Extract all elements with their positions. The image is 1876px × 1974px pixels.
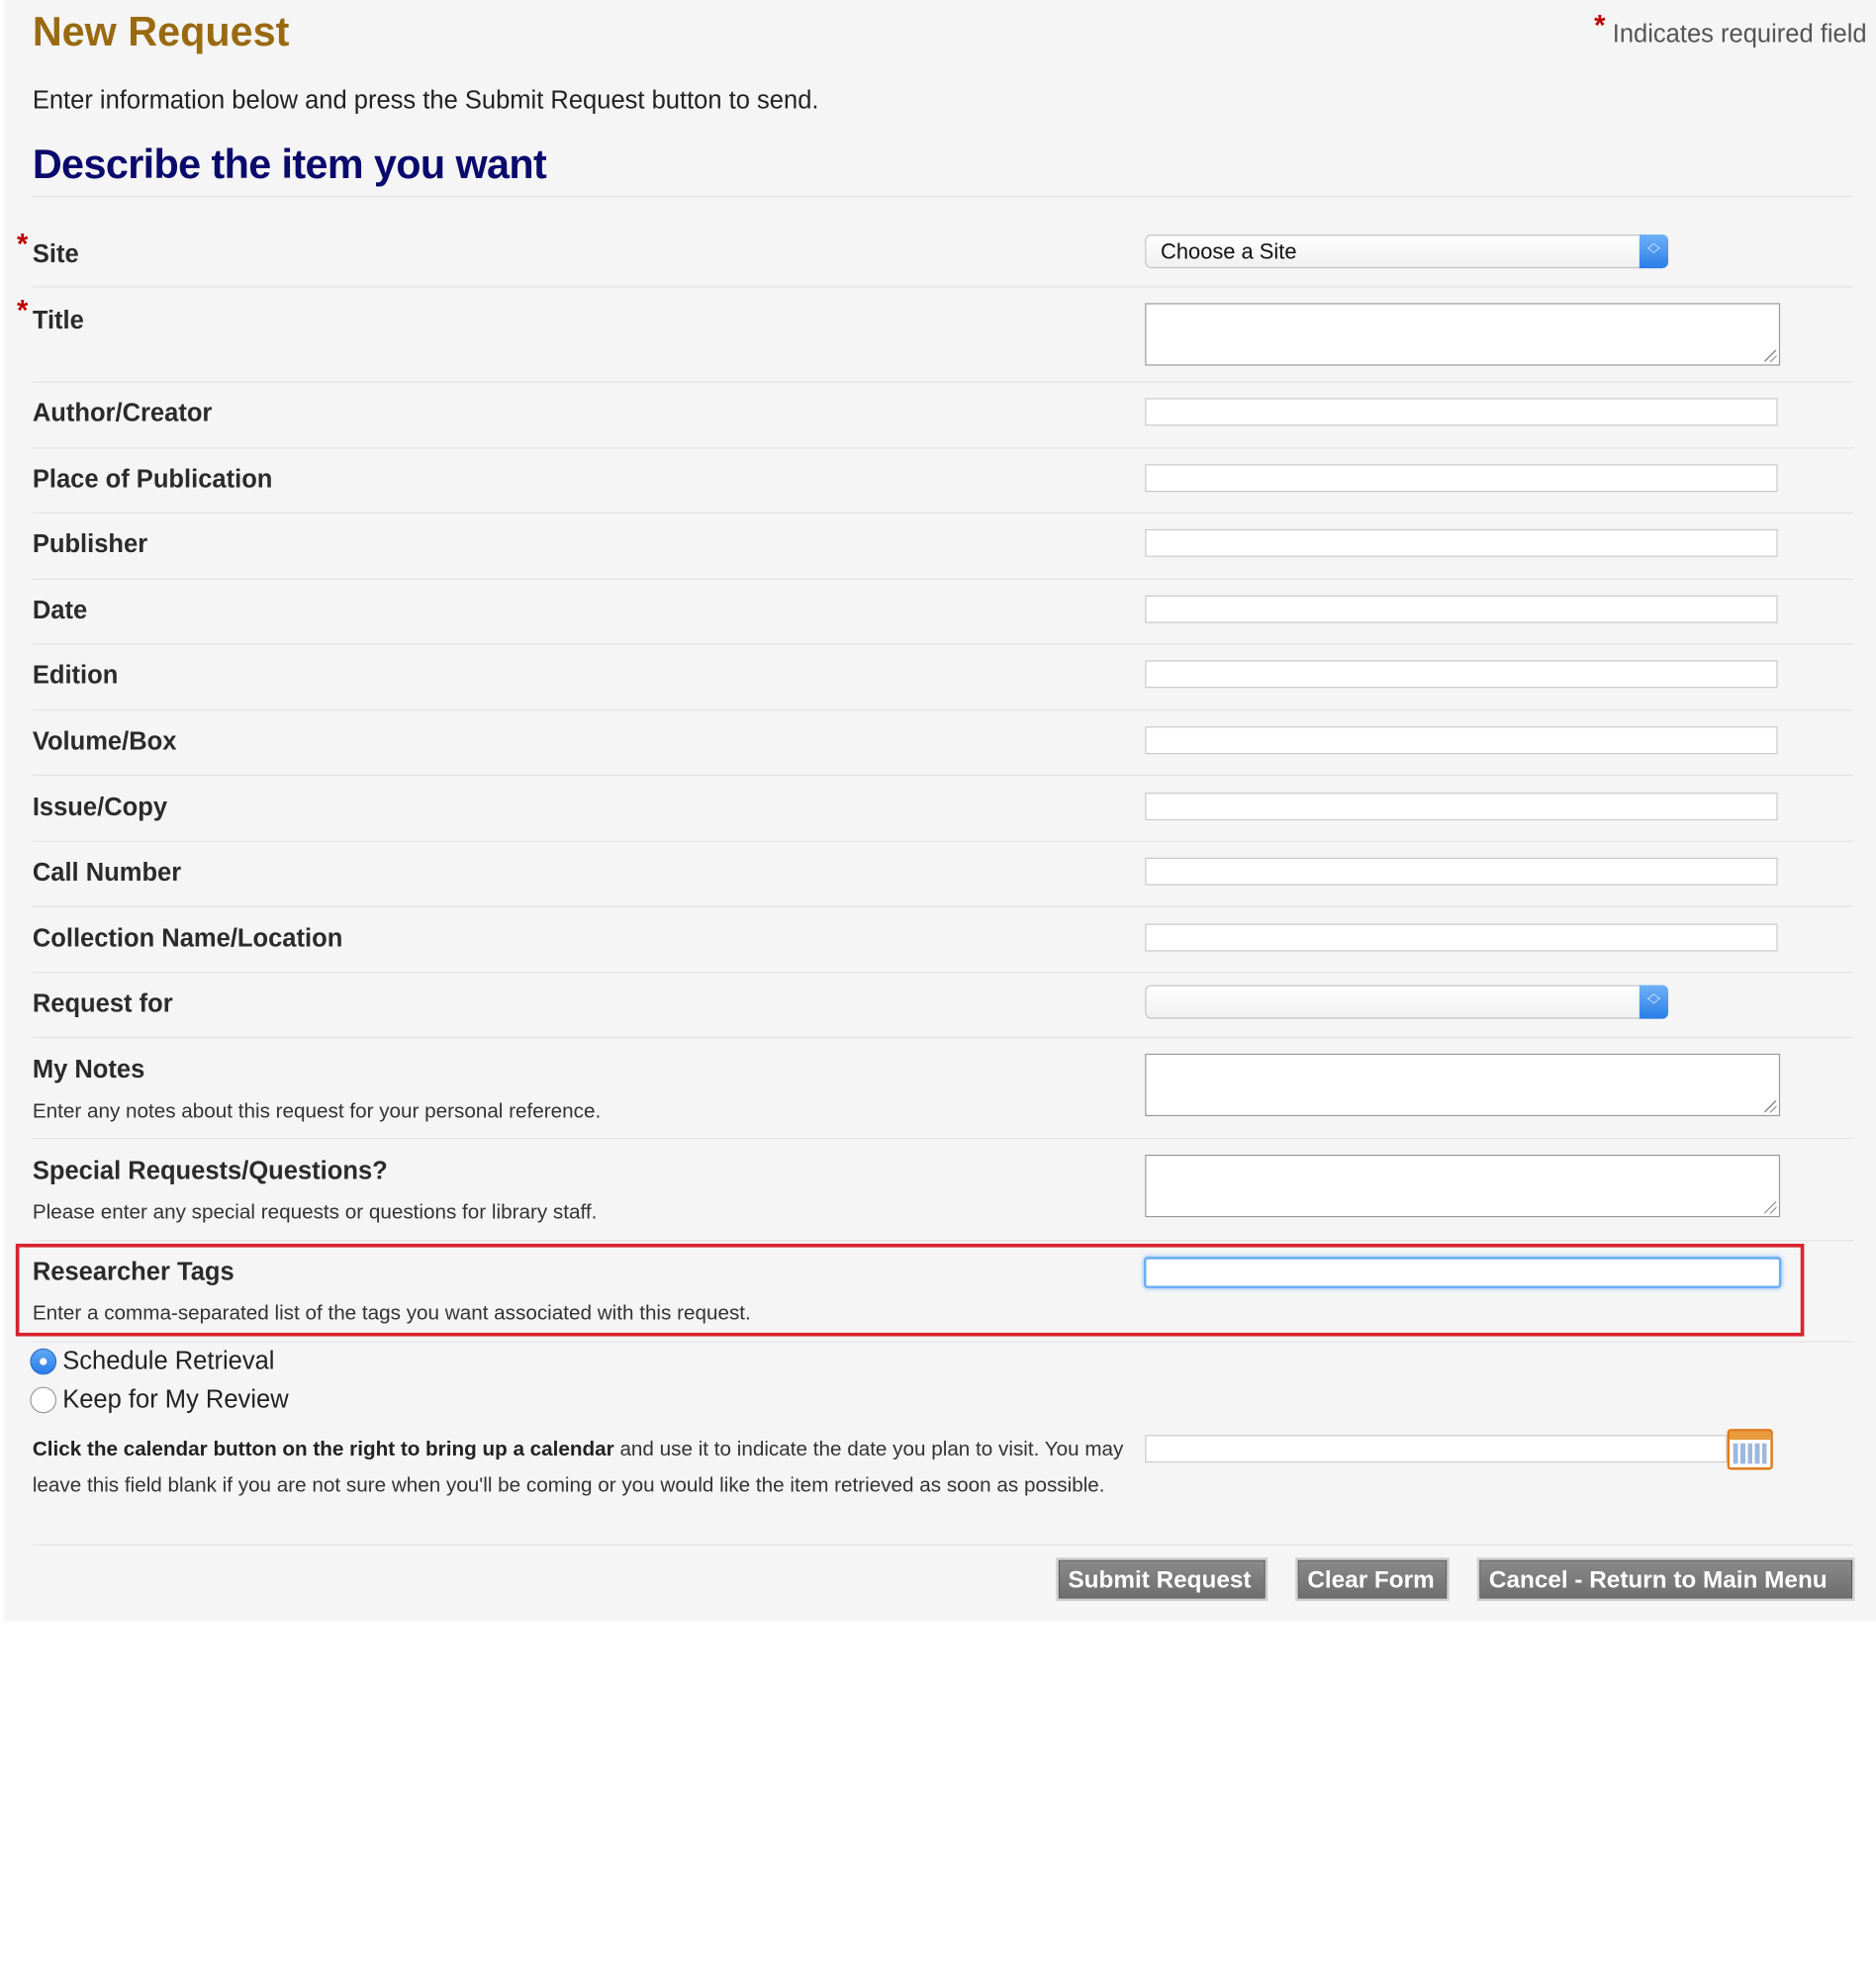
calendar-help-rest: and use it to indicate the date you plan to visit. You may leave this field blank if you are not sure when you'll be coming or you would like the item retrieved as soon as possible.	[32, 1437, 1124, 1497]
issue-copy-input[interactable]	[1145, 793, 1777, 820]
call-number-input[interactable]	[1145, 858, 1777, 886]
divider	[33, 381, 1853, 382]
site-select-value: Choose a Site	[1161, 238, 1297, 264]
calendar-icon-grid	[1734, 1444, 1767, 1464]
researcher-tags-help: Enter a comma-separated list of the tags you want associated with this request.	[32, 1301, 751, 1325]
author-label: Author/Creator	[32, 399, 213, 427]
researcher-tags-label: Researcher Tags	[32, 1258, 234, 1286]
required-star: *	[17, 294, 29, 328]
calendar-help-text	[33, 1432, 1127, 1504]
radio-unselected[interactable]	[30, 1387, 56, 1414]
cancel-return-button[interactable]: Cancel - Return to Main Menu	[1479, 1560, 1852, 1599]
divider	[33, 1341, 1853, 1342]
divider	[33, 196, 1853, 197]
required-star: *	[17, 228, 29, 261]
divider	[33, 775, 1853, 776]
schedule-retrieval-label: Schedule Retrieval	[62, 1347, 275, 1375]
divider	[33, 1138, 1853, 1139]
resize-grip-icon[interactable]	[1764, 1100, 1776, 1112]
collection-input[interactable]	[1145, 924, 1777, 952]
my-notes-help: Enter any notes about this request for your personal reference.	[32, 1099, 602, 1123]
volume-box-label: Volume/Box	[32, 727, 177, 756]
my-notes-textarea[interactable]	[1145, 1054, 1780, 1116]
clear-form-button[interactable]: Clear Form	[1298, 1560, 1448, 1599]
schedule-retrieval-option[interactable]	[30, 1347, 274, 1375]
place-of-publication-input[interactable]	[1145, 464, 1777, 492]
my-notes-label: My Notes	[32, 1056, 145, 1084]
section-heading: Describe the item you want	[32, 141, 547, 188]
visit-date-input[interactable]	[1145, 1435, 1727, 1462]
keep-for-review-label: Keep for My Review	[62, 1385, 289, 1414]
divider	[33, 1545, 1853, 1546]
researcher-tags-input[interactable]	[1144, 1257, 1781, 1288]
special-requests-textarea[interactable]	[1145, 1155, 1780, 1217]
divider	[33, 709, 1853, 710]
resize-grip-icon[interactable]	[1764, 1201, 1776, 1213]
date-input[interactable]	[1145, 596, 1777, 623]
intro-text: Enter information below and press the Submit Request button to send.	[32, 86, 819, 115]
calendar-icon-header	[1730, 1432, 1770, 1441]
radio-selected[interactable]	[30, 1349, 56, 1375]
page-title: New Request	[32, 9, 290, 55]
keep-for-review-option[interactable]	[30, 1385, 288, 1414]
divider	[33, 1240, 1853, 1241]
author-input[interactable]	[1145, 398, 1777, 425]
site-select[interactable]	[1145, 235, 1668, 268]
issue-copy-label: Issue/Copy	[32, 794, 168, 822]
place-of-publication-label: Place of Publication	[32, 465, 273, 494]
divider	[33, 643, 1853, 644]
required-field-note	[1594, 9, 1867, 50]
divider	[33, 1037, 1853, 1038]
edition-input[interactable]	[1145, 660, 1777, 688]
submit-request-button[interactable]: Submit Request	[1059, 1560, 1266, 1599]
publisher-label: Publisher	[32, 530, 148, 559]
required-note-text: Indicates required field	[1612, 20, 1867, 48]
divider	[33, 513, 1853, 514]
resize-grip-icon[interactable]	[1764, 350, 1776, 362]
divider	[33, 905, 1853, 906]
divider	[33, 841, 1853, 842]
call-number-label: Call Number	[32, 858, 182, 887]
divider	[33, 286, 1853, 287]
required-star: *	[1594, 9, 1606, 43]
title-label: Title	[32, 306, 84, 334]
date-label: Date	[32, 596, 88, 624]
site-label: Site	[32, 240, 79, 269]
publisher-input[interactable]	[1145, 529, 1777, 557]
divider	[33, 447, 1853, 448]
divider	[33, 972, 1853, 973]
request-for-label: Request for	[32, 989, 173, 1018]
special-requests-help: Please enter any special requests or questions for library staff.	[32, 1200, 598, 1224]
calendar-icon[interactable]	[1728, 1429, 1773, 1469]
request-for-select[interactable]	[1145, 986, 1668, 1019]
collection-label: Collection Name/Location	[32, 924, 343, 953]
title-textarea[interactable]	[1145, 303, 1780, 365]
calendar-help-bold: Click the calendar button on the right to bring up a calendar	[32, 1437, 614, 1460]
up-down-chevron-icon: ︿ ﹀	[1640, 986, 1668, 1019]
special-requests-label: Special Requests/Questions?	[32, 1157, 388, 1185]
request-form-panel	[4, 0, 1876, 1622]
edition-label: Edition	[32, 661, 119, 690]
volume-box-input[interactable]	[1145, 726, 1777, 754]
divider	[33, 579, 1853, 580]
up-down-chevron-icon: ︿ ﹀	[1640, 235, 1668, 268]
